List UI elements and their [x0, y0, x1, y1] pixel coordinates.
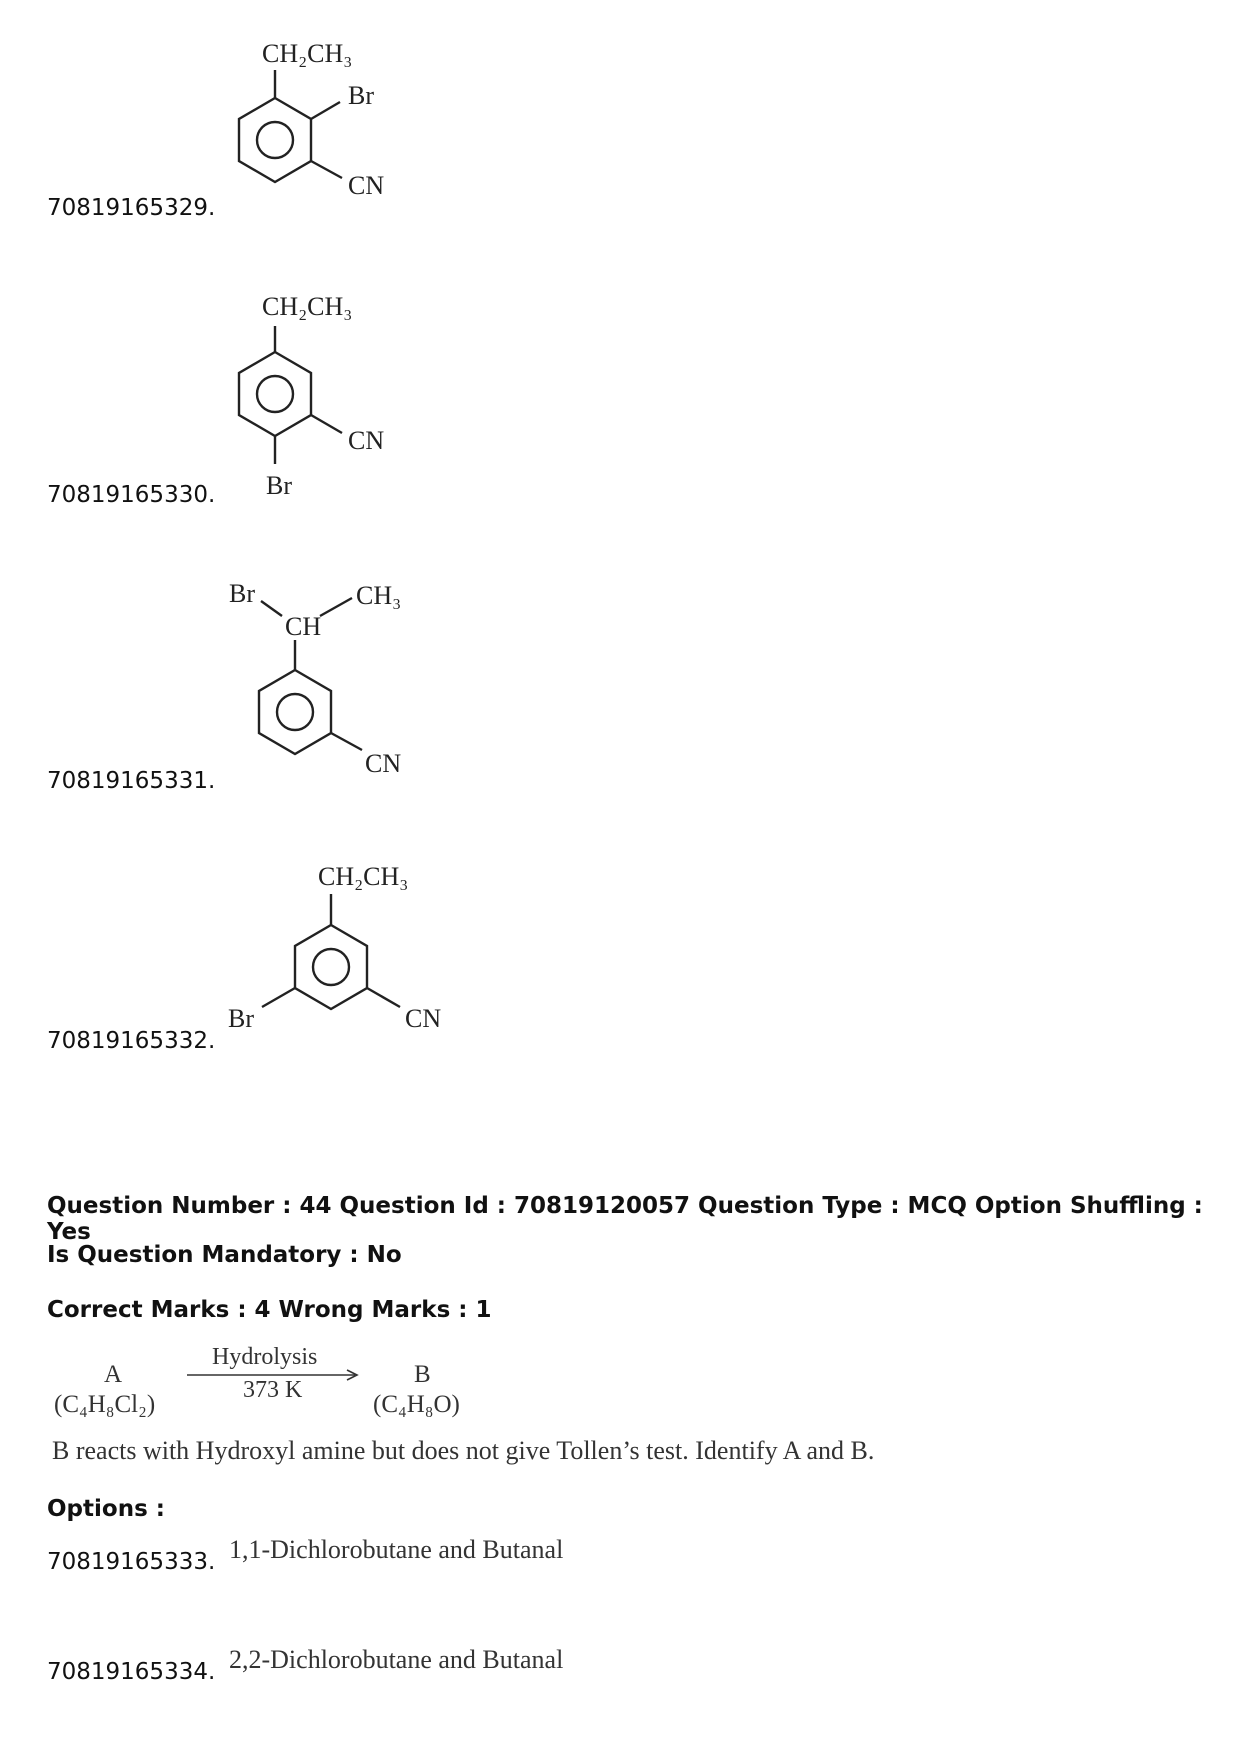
option-id: 70819165329.	[47, 195, 216, 221]
label-cn: CN	[405, 1004, 442, 1033]
question-marks-line: Correct Marks : 4 Wrong Marks : 1	[47, 1297, 492, 1323]
label-br: Br	[228, 1004, 254, 1033]
label-ch: CH	[285, 612, 322, 641]
options-label: Options :	[47, 1496, 165, 1522]
label-ch2ch3: CH₂CH₃	[262, 292, 353, 321]
option-id: 70819165331.	[47, 768, 216, 794]
option-id: 70819165334.	[47, 1659, 216, 1685]
label-br: Br	[229, 579, 255, 608]
option-id: 70819165333.	[47, 1549, 216, 1575]
option-id: 70819165332.	[47, 1028, 216, 1054]
label-br: Br	[348, 81, 374, 110]
benzene-ring	[295, 925, 367, 1009]
aromatic-circle	[313, 949, 349, 985]
option-text: 2,2-Dichlorobutane and Butanal	[229, 1645, 564, 1674]
condition-bottom: 373 K	[243, 1377, 303, 1403]
label-cn: CN	[365, 749, 402, 778]
product-label: B	[414, 1361, 431, 1388]
question-statement: B reacts with Hydroxyl amine but does not give Tollen’s test. Identify A and B.	[52, 1436, 875, 1465]
label-ch3: CH₃	[356, 581, 402, 610]
question-meta-line: Question Number : 44 Question Id : 70819120057 Question Type : MCQ Option Shuffling : Yes	[47, 1193, 1203, 1245]
option-id: 70819165330.	[47, 482, 216, 508]
label-cn: CN	[348, 171, 385, 200]
label-br: Br	[266, 471, 292, 500]
question-mandatory-line: Is Question Mandatory : No	[47, 1242, 402, 1268]
product-formula: (C₄H₈O)	[373, 1391, 460, 1418]
label-ch2ch3: CH₂CH₃	[262, 39, 353, 68]
reactant-formula: (C₄H₈Cl₂)	[54, 1391, 156, 1418]
label-cn: CN	[348, 426, 385, 455]
option-text: 1,1-Dichlorobutane and Butanal	[229, 1535, 564, 1564]
label-ch2ch3: CH₂CH₃	[318, 862, 409, 891]
reactant-label: A	[104, 1361, 123, 1388]
condition-top: Hydrolysis	[212, 1344, 318, 1370]
